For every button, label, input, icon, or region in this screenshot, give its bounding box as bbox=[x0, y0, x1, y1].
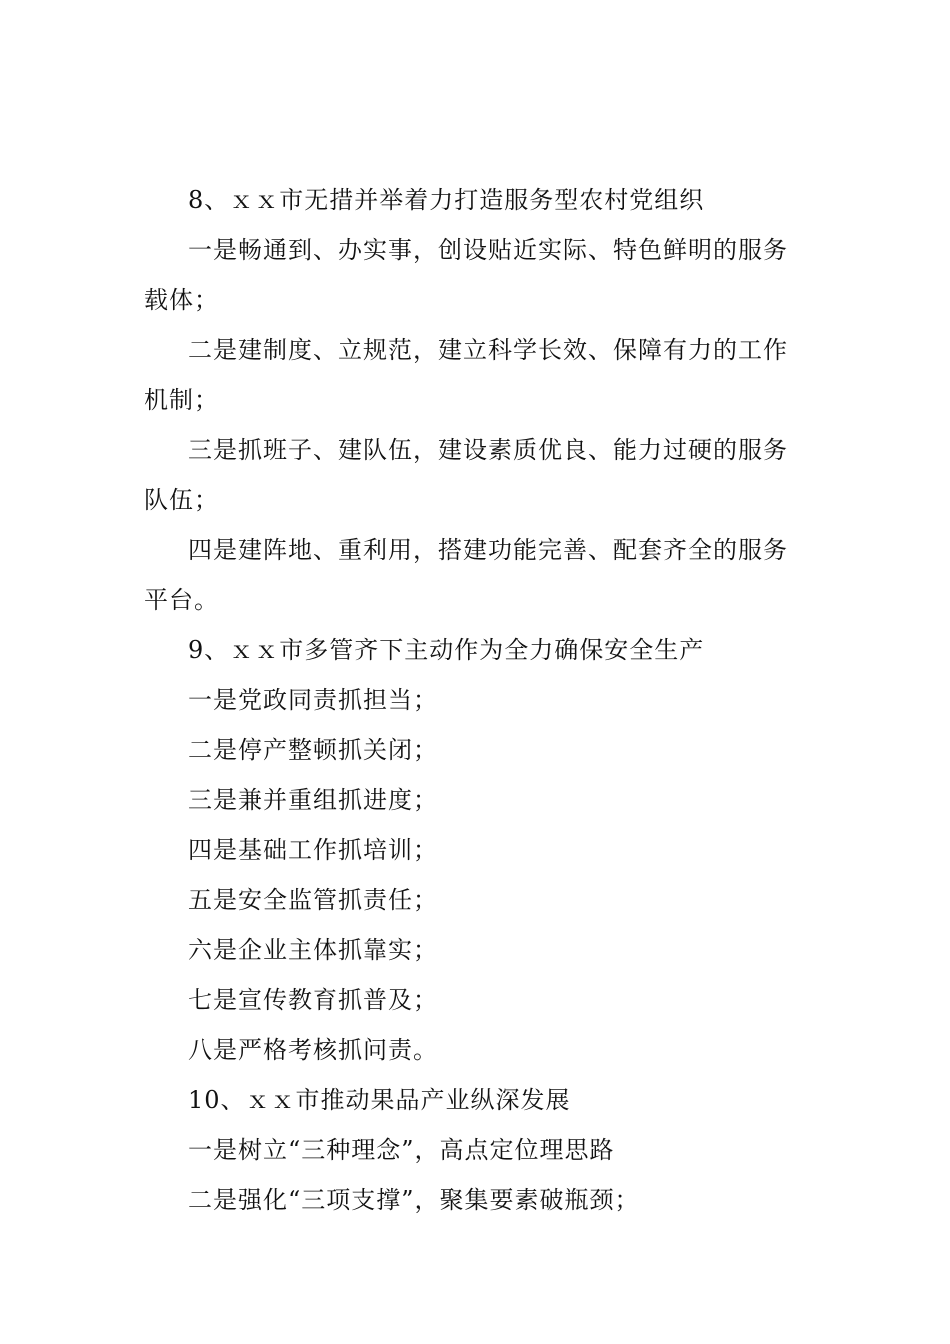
list-item: 一是树立“三种理念”，高点定位理思路 bbox=[188, 1136, 615, 1164]
list-item: 八是严格考核抓问责。 bbox=[188, 1036, 438, 1064]
list-item: 五是安全监管抓责任； bbox=[188, 886, 438, 914]
list-item: 三是兼并重组抓进度； bbox=[188, 786, 438, 814]
section-heading: 10、ｘｘ市推动果品产业纵深发展 bbox=[188, 1086, 571, 1114]
list-item: 一是党政同责抓担当； bbox=[188, 686, 438, 714]
list-item: 二是强化“三项支撑”，聚集要素破瓶颈； bbox=[188, 1186, 640, 1214]
list-item: 二是建制度、立规范，建立科学长效、保障有力的工作机制； bbox=[144, 336, 788, 414]
list-item: 一是畅通到、办实事，创设贴近实际、特色鲜明的服务载体； bbox=[144, 236, 788, 314]
section-heading: 9、ｘｘ市多管齐下主动作为全力确保安全生产 bbox=[188, 636, 705, 664]
section-heading: 8、ｘｘ市无措并举着力打造服务型农村党组织 bbox=[188, 186, 705, 214]
list-item: 二是停产整顿抓关闭； bbox=[188, 736, 438, 764]
list-item: 三是抓班子、建队伍，建设素质优良、能力过硬的服务队伍； bbox=[144, 436, 788, 514]
document-body bbox=[144, 175, 808, 1225]
list-item: 四是基础工作抓培训； bbox=[188, 836, 438, 864]
list-item: 四是建阵地、重利用，搭建功能完善、配套齐全的服务平台。 bbox=[144, 536, 788, 614]
list-item: 六是企业主体抓靠实； bbox=[188, 936, 438, 964]
list-item: 七是宣传教育抓普及； bbox=[188, 986, 438, 1014]
